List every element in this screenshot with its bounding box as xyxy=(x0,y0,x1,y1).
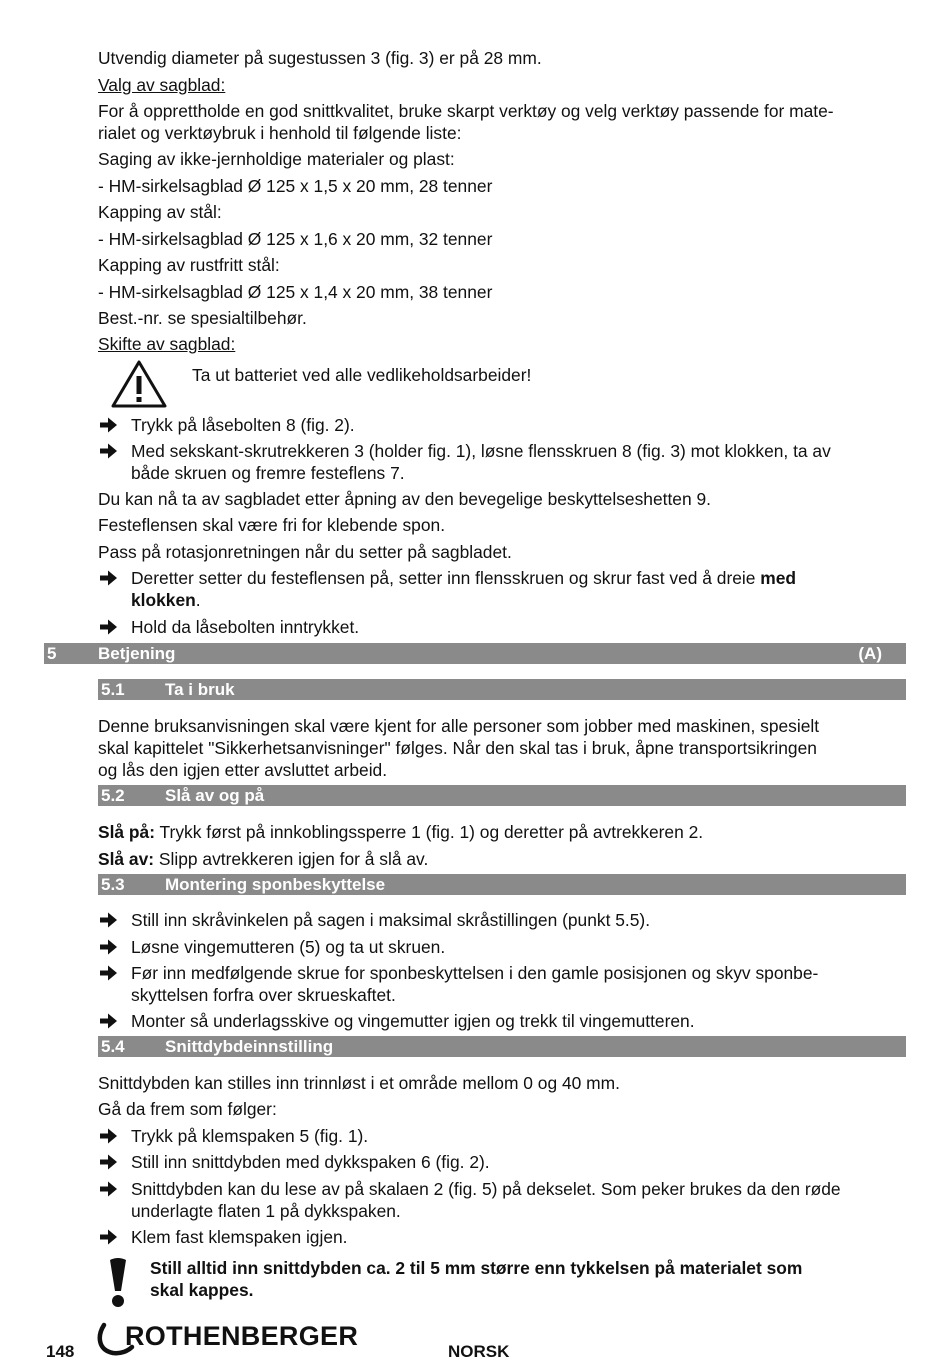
section-number: 5 xyxy=(47,644,57,663)
list-item-text: Monter så underlagsskive og vingemutter igjen og trekk til vingemutteren. xyxy=(131,1011,695,1031)
text-sla-pa: Trykk først på innkoblingssperre 1 (fig. 1) og deretter på avtrekkeren 2. xyxy=(155,822,704,842)
section-heading-bar xyxy=(44,643,906,664)
text-line: Kapping av stål: xyxy=(98,202,222,222)
subsection-title: Ta i bruk xyxy=(165,680,235,699)
list-item-text: både skruen og fremre festeflens 7. xyxy=(131,463,405,483)
text-line: For å opprettholde en god snittkvalitet, bruke skarpt verktøy og velg verktøy passende for mate- xyxy=(98,101,834,121)
list-item-text: Snittdybden kan du lese av på skalaen 2 (fig. 5) på dekselet. Som peker brukes da den røde xyxy=(131,1179,841,1199)
list-item xyxy=(0,962,950,1006)
list-item-text: skyttelsen forfra over skrueskaftet. xyxy=(131,985,396,1005)
text-line: Snittdybden kan stilles inn trinnløst i et område mellom 0 og 40 mm. xyxy=(98,1073,620,1093)
subsection-number: 5.1 xyxy=(101,680,125,699)
text-line: - HM-sirkelsagblad Ø 125 x 1,5 x 20 mm, 28 tenner xyxy=(98,176,493,196)
arrow-right-icon xyxy=(98,1125,120,1147)
warning-text: Ta ut batteriet ved alle vedlikeholdsarbeider! xyxy=(192,365,532,385)
label-sla-av: Slå av: xyxy=(98,849,155,869)
text-line: Festeflensen skal være fri for klebende spon. xyxy=(98,515,446,535)
subsection-heading-bar xyxy=(98,679,906,700)
text-sla-av: Slipp avtrekkeren igjen for å slå av. xyxy=(154,849,429,869)
list-item xyxy=(0,1226,950,1248)
arrow-right-icon xyxy=(98,1010,120,1032)
text-line: Utvendig diameter på sugestussen 3 (fig. 3) er på 28 mm. xyxy=(98,48,542,68)
note-text: Still alltid inn snittdybden ca. 2 til 5 mm større enn tykkelsen på materialet som xyxy=(150,1258,803,1278)
subsection-number: 5.4 xyxy=(101,1037,125,1056)
text-line: Denne bruksanvisningen skal være kjent for alle personer som jobber med maskinen, spesielt xyxy=(98,716,820,736)
list-item xyxy=(0,1125,950,1147)
section-tag: (A) xyxy=(858,644,882,663)
list-item-text: Før inn medfølgende skrue for sponbeskyttelsen i den gamle posisjonen og skyv sponbe- xyxy=(131,963,819,983)
subsection-title: Snittdybdeinnstilling xyxy=(165,1037,334,1056)
subheading-skifte-av-sagblad: Skifte av sagblad: xyxy=(98,334,236,354)
subheading-valg-av-sagblad: Valg av sagblad: xyxy=(98,75,226,95)
arrow-right-icon xyxy=(98,440,120,462)
label-sla-pa: Slå på: xyxy=(98,822,156,842)
arrow-right-icon xyxy=(98,567,120,589)
list-item-text: Med sekskant-skrutrekkeren 3 (holder fig. 1), løsne flensskruen 8 (fig. 3) mot klokken, ta av xyxy=(131,441,831,461)
arrow-right-icon xyxy=(98,1226,120,1248)
subsection-number: 5.3 xyxy=(101,875,125,894)
subsection-number: 5.2 xyxy=(101,786,125,805)
list-item-text: Trykk på låsebolten 8 (fig. 2). xyxy=(131,415,355,435)
list-item xyxy=(0,936,950,958)
section-title: Betjening xyxy=(98,644,176,663)
list-item xyxy=(0,1178,950,1222)
text-line: Gå da frem som følger: xyxy=(98,1099,277,1119)
list-item xyxy=(0,440,950,484)
emphasis-text: med xyxy=(760,568,797,588)
text-line: Pass på rotasjonretningen når du setter på sagbladet. xyxy=(98,542,512,562)
subsection-heading-bar xyxy=(98,1036,906,1057)
list-item-text: Hold da låsebolten inntrykket. xyxy=(131,617,360,637)
text-line: Du kan nå ta av sagbladet etter åpning av den bevegelige beskyttelseshetten 9. xyxy=(98,489,711,509)
subsection-title: Slå av og på xyxy=(165,786,265,805)
arrow-right-icon xyxy=(98,1178,120,1200)
arrow-right-icon xyxy=(98,616,120,638)
warning-triangle-icon xyxy=(110,359,168,409)
list-item xyxy=(0,414,950,436)
text-line: skal kapittelet "Sikkerhetsanvisninger" følges. Når den skal tas i bruk, åpne transportsikringen xyxy=(98,738,817,758)
arrow-right-icon xyxy=(98,936,120,958)
text-line: og lås den igjen etter avsluttet arbeid. xyxy=(98,760,388,780)
text-line: Kapping av rustfritt stål: xyxy=(98,255,280,275)
list-item-text: Deretter setter du festeflensen på, setter inn flensskruen og skrur fast ved å dreie xyxy=(131,568,761,588)
list-item-text: underlagte flaten 1 på dykkspaken. xyxy=(131,1201,401,1221)
page-number: 148 xyxy=(46,1342,75,1361)
list-item xyxy=(0,909,950,931)
exclamation-icon xyxy=(107,1256,129,1310)
subsection-title: Montering sponbeskyttelse xyxy=(165,875,386,894)
text-line: Best.-nr. se spesialtilbehør. xyxy=(98,308,307,328)
list-item-text: Klem fast klemspaken igjen. xyxy=(131,1227,348,1247)
emphasis-text: klokken xyxy=(131,590,196,610)
arrow-right-icon xyxy=(98,1151,120,1173)
arrow-right-icon xyxy=(98,909,120,931)
note-text: skal kappes. xyxy=(150,1280,254,1300)
list-item xyxy=(0,1151,950,1173)
list-item xyxy=(0,567,950,611)
brand-logo: ROTHENBERGER xyxy=(125,1321,359,1351)
text-line: - HM-sirkelsagblad Ø 125 x 1,6 x 20 mm, 32 tenner xyxy=(98,229,493,249)
arrow-right-icon xyxy=(98,962,120,984)
text-line: - HM-sirkelsagblad Ø 125 x 1,4 x 20 mm, 38 tenner xyxy=(98,282,493,302)
list-item-text: Løsne vingemutteren (5) og ta ut skruen. xyxy=(131,937,446,957)
text-line xyxy=(98,821,703,843)
text-line: Saging av ikke-jernholdige materialer og plast: xyxy=(98,149,455,169)
list-item-text: Still inn skråvinkelen på sagen i maksimal skråstillingen (punkt 5.5). xyxy=(131,910,651,930)
list-item xyxy=(0,616,950,638)
arrow-right-icon xyxy=(98,414,120,436)
list-item-text: Still inn snittdybden med dykkspaken 6 (fig. 2). xyxy=(131,1152,490,1172)
subsection-heading-bar xyxy=(98,785,906,806)
text-line xyxy=(98,848,428,870)
list-item-text: . xyxy=(195,590,201,610)
subsection-heading-bar xyxy=(98,874,906,895)
list-item xyxy=(0,1010,950,1032)
language-label: NORSK xyxy=(448,1342,510,1361)
text-line: rialet og verktøybruk i henhold til følgende liste: xyxy=(98,123,462,143)
list-item-text: Trykk på klemspaken 5 (fig. 1). xyxy=(131,1126,369,1146)
